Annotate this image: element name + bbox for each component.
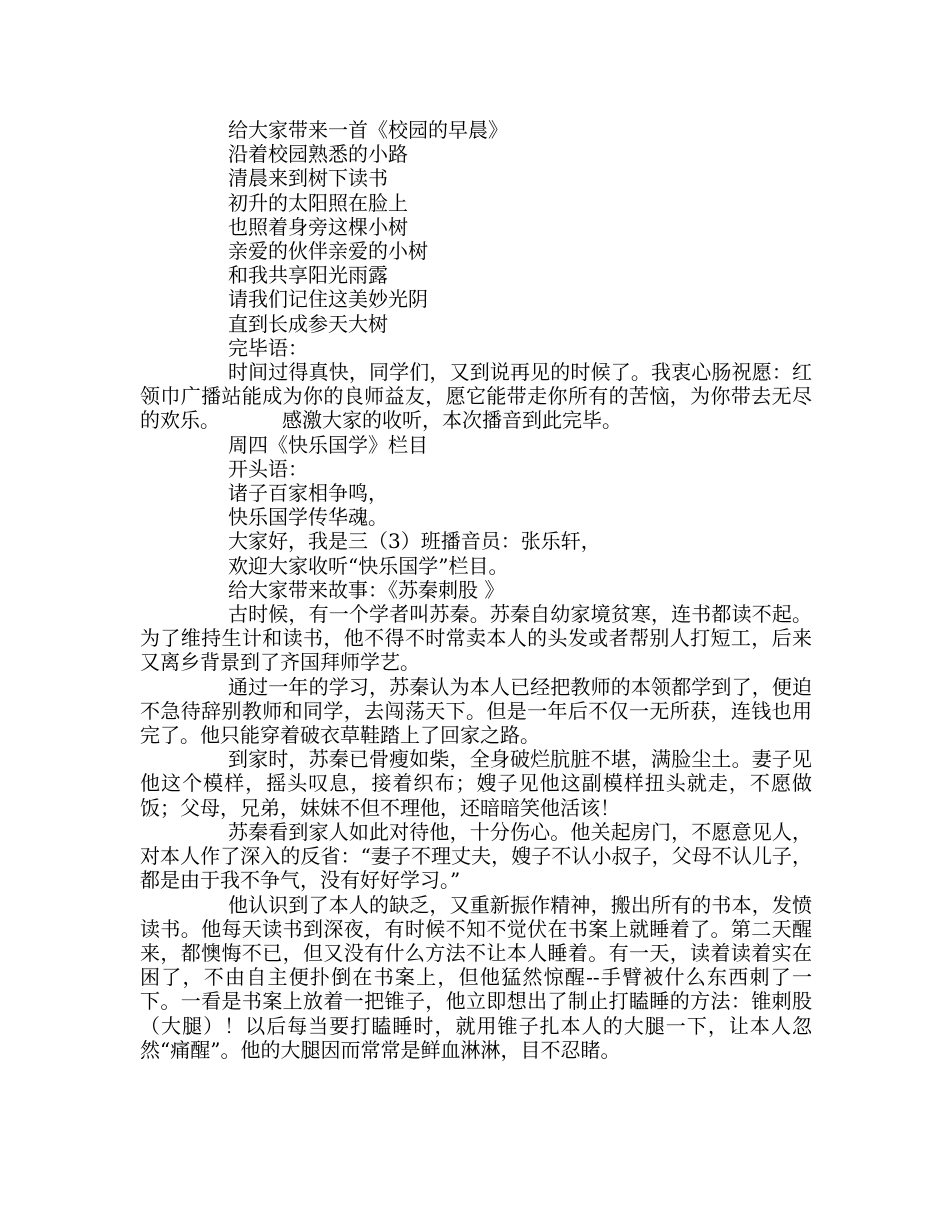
section-line: 诸子百家相争鸣， bbox=[228, 481, 388, 506]
text-line: 也照着身旁这棵小树 bbox=[228, 214, 408, 239]
text-line: 请我们记住这美妙光阴 bbox=[228, 287, 428, 312]
closing-paragraph-part2: 感激大家的收听，本次播音到此完毕。 bbox=[282, 408, 622, 433]
section-line: 欢迎大家收听“快乐国学”栏目。 bbox=[228, 553, 509, 578]
paragraph-gap bbox=[220, 408, 282, 432]
text-line: 沿着校园熟悉的小路 bbox=[228, 142, 408, 167]
section-line: 周四《快乐国学》栏目 bbox=[228, 432, 428, 457]
text-line: 初升的太阳照在脸上 bbox=[228, 190, 408, 215]
story-paragraph: 他认识到了本人的缺乏，又重新振作精神，搬出所有的书本，发愤读书。他每天读书到深夜，有时候不知不觉伏在书案上就睡着了。第二天醒来，都懊悔不已，但又没有什么方法不让本人睡着。有一天，读着读着实在困了，不由自主便扑倒在书案上，但他猛然惊醒--手臂被什么东西刺了一下。一看是书案上放着一把锥子，他立即想出了制止打瞌睡的方法：锥刺股（大腿）！以后每当要打瞌睡时，就用锥子扎本人的大腿一下，让本人忽然“痛醒”。他的大腿因而常常是鲜血淋淋，目不忍睹。 bbox=[140, 892, 812, 1062]
story-paragraph: 到家时，苏秦已骨瘦如柴，全身破烂肮脏不堪，满脸尘土。妻子见他这个模样，摇头叹息，接着织布；嫂子见他这副模样扭头就走，不愿做饭；父母，兄弟，妹妹不但不理他，还暗暗笑他活该！ bbox=[140, 747, 812, 820]
text-line: 给大家带来一首《校园的早晨》 bbox=[228, 118, 508, 142]
story-paragraph: 古时候，有一个学者叫苏秦。苏秦自幼家境贫寒，连书都读不起。为了维持生计和读书，他不得不时常卖本人的头发或者帮别人打短工，后来又离乡背景到了齐国拜师学艺。 bbox=[140, 602, 812, 675]
section-line: 给大家带来故事：《苏秦刺股 》 bbox=[228, 577, 505, 602]
section-line: 快乐国学传华魂。 bbox=[228, 505, 388, 530]
closing-paragraph bbox=[140, 360, 812, 433]
section-line: 大家好，我是三（3）班播音员：张乐轩， bbox=[228, 529, 601, 554]
text-line: 和我共享阳光雨露 bbox=[228, 263, 388, 288]
closing-paragraph-part1: 时间过得真快，同学们，又到说再见的时候了。我衷心肠祝愿：红领巾广播站能成为你的良师益友，愿它能带走你所有的苦恼，为你带去无尽的欢乐。 bbox=[140, 360, 812, 433]
text-line: 完毕语： bbox=[228, 335, 308, 360]
story-paragraph: 通过一年的学习，苏秦认为本人已经把教师的本领都学到了，便迫不急待辞别教师和同学，去闯荡天下。但是一年后不仅一无所获，连钱也用完了。他只能穿着破衣草鞋踏上了回家之路。 bbox=[140, 674, 812, 748]
section-line: 开头语： bbox=[228, 456, 308, 481]
text-line: 清晨来到树下读书 bbox=[228, 166, 388, 191]
text-line: 亲爱的伙伴亲爱的小树 bbox=[228, 239, 428, 264]
document-body bbox=[140, 118, 812, 1062]
text-line: 直到长成参天大树 bbox=[228, 311, 388, 336]
story-paragraph: 苏秦看到家人如此对待他，十分伤心。他关起房门，不愿意见人，对本人作了深入的反省：“妻子不理丈夫，嫂子不认小叔子，父母不认儿子，都是由于我不争气，没有好好学习。” bbox=[140, 819, 812, 893]
